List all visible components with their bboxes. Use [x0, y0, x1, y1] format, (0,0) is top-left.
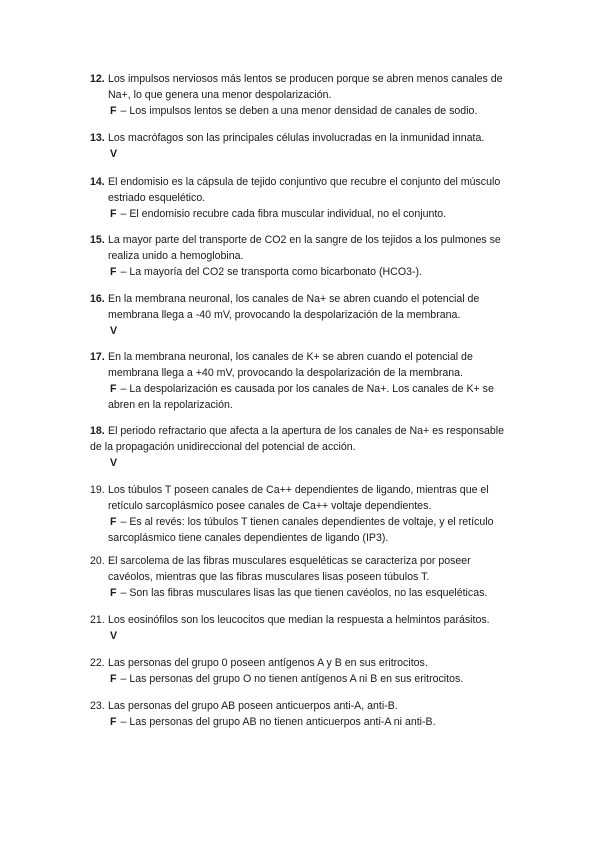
question-text: membrana llega a -40 mV, provocando la despolarización de la membrana.	[108, 309, 461, 321]
question-text: Los impulsos nerviosos más lentos se producen porque se abren menos canales de	[108, 73, 503, 85]
question-text: En la membrana neuronal, los canales de K+ se abren cuando el potencial de	[108, 351, 473, 363]
question-text: Las personas del grupo AB poseen anticuerpos anti-A, anti-B.	[108, 700, 398, 712]
question-text: Las personas del grupo 0 poseen antígenos A y B en sus eritrocitos.	[108, 657, 428, 669]
question-text: Los macrófagos son las principales células involucradas en la inmunidad innata.	[108, 132, 485, 144]
question-23	[90, 698, 530, 730]
question-text: Los túbulos T poseen canales de Ca++ dependientes de ligando, mientras que el	[108, 484, 489, 496]
answer-tag: V	[110, 325, 118, 337]
answer-text: – Son las fibras musculares lisas las que tienen cavéolos, no las esqueléticas.	[120, 587, 488, 599]
question-text: cavéolos, mientras que las fibras musculares lisas poseen túbulos T.	[108, 571, 430, 583]
answer-tag: F	[110, 266, 117, 278]
question-text: El endomisio es la cápsula de tejido conjuntivo que recubre el conjunto del músculo	[108, 176, 501, 188]
question-number: 12.	[90, 73, 105, 85]
question-text: estriado esquelético.	[108, 192, 206, 204]
question-20	[90, 553, 530, 601]
question-19	[90, 482, 530, 546]
question-number: 14.	[90, 176, 105, 188]
answer-tag: F	[110, 383, 117, 395]
question-17	[90, 349, 530, 413]
question-text: Na+, lo que genera una menor despolarización.	[108, 89, 332, 101]
question-18	[90, 423, 530, 471]
question-13	[90, 130, 530, 162]
answer-text: – Los impulsos lentos se deben a una menor densidad de canales de sodio.	[120, 105, 478, 117]
answer-tag: F	[110, 105, 117, 117]
answer-text: – La mayoría del CO2 se transporta como bicarbonato (HCO3-).	[120, 266, 422, 278]
answer-tag: V	[110, 457, 118, 469]
question-number: 17.	[90, 351, 105, 363]
question-14	[90, 174, 530, 222]
question-number: 21.	[90, 614, 105, 626]
question-15	[90, 232, 530, 280]
question-number: 22.	[90, 657, 105, 669]
answer-text: sarcoplásmico tiene canales dependientes de ligando (IP3).	[108, 532, 389, 544]
answer-text: – Las personas del grupo AB no tienen anticuerpos anti-A ni anti-B.	[120, 716, 436, 728]
question-21	[90, 612, 530, 644]
question-number: 20.	[90, 555, 105, 567]
answer-tag: V	[110, 148, 118, 160]
answer-text: – El endomisio recubre cada fibra muscular individual, no el conjunto.	[120, 208, 447, 220]
question-16	[90, 291, 530, 339]
question-text: membrana llega a +40 mV, provocando la despolarización de la membrana.	[108, 367, 464, 379]
answer-text: – Es al revés: los túbulos T tienen canales dependientes de voltaje, y el retículo	[120, 516, 494, 528]
question-text: En la membrana neuronal, los canales de Na+ se abren cuando el potencial de	[108, 293, 480, 305]
answer-tag: V	[110, 630, 118, 642]
question-text: La mayor parte del transporte de CO2 en la sangre de los tejidos a los pulmones se	[108, 234, 501, 246]
answer-tag: F	[110, 673, 117, 685]
answer-tag: F	[110, 716, 117, 728]
answer-text: – La despolarización es causada por los canales de Na+. Los canales de K+ se	[120, 383, 494, 395]
answer-tag: F	[110, 516, 117, 528]
answer-tag: F	[110, 587, 117, 599]
question-number: 16.	[90, 293, 105, 305]
question-text: realiza unido a hemoglobina.	[108, 250, 244, 262]
question-text: retículo sarcoplásmico posee canales de Ca++ voltaje dependientes.	[108, 500, 432, 512]
answer-tag: F	[110, 208, 117, 220]
question-number: 19.	[90, 484, 105, 496]
question-number: 13.	[90, 132, 105, 144]
question-number: 15.	[90, 234, 105, 246]
question-text: El sarcolema de las fibras musculares esqueléticas se caracteriza por poseer	[108, 555, 471, 567]
question-22	[90, 655, 530, 687]
answer-text: – Las personas del grupo O no tienen antígenos A ni B en sus eritrocitos.	[120, 673, 464, 685]
answer-text: abren en la repolarización.	[108, 399, 233, 411]
question-number: 18.	[90, 425, 105, 437]
question-text: El periodo refractario que afecta a la apertura de los canales de Na+ es responsable	[108, 425, 505, 437]
question-text: de la propagación unidireccional del potencial de acción.	[90, 441, 356, 453]
question-text: Los eosinófilos son los leucocitos que median la respuesta a helmintos parásitos.	[108, 614, 490, 626]
question-number: 23.	[90, 700, 105, 712]
question-12	[90, 71, 530, 119]
